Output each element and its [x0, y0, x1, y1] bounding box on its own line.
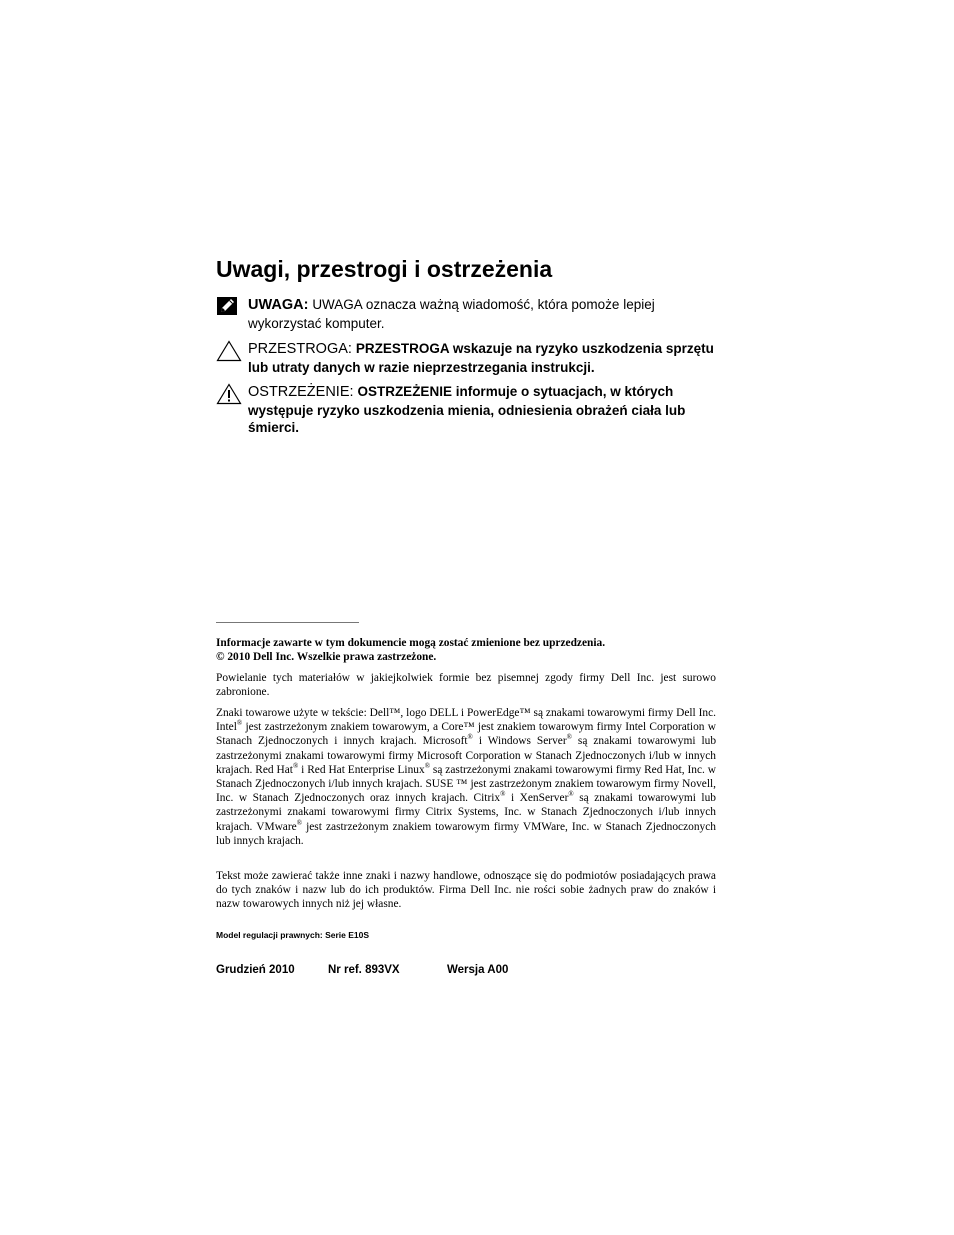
- trademarks-text-5: i Red Hat Enterprise Linux: [298, 763, 425, 776]
- regulatory-model: Model regulacji prawnych: Serie E10S: [216, 930, 370, 940]
- trademarks-text-8: są znakami towarowymi lub zastrzeżonymi znakami towarowymi firmy Citrix Systems, Inc. w Stanach Zjednoczonych i/lub innych krajach. VMware: [216, 792, 716, 833]
- warning-exclamation-icon: [216, 383, 240, 405]
- trademarks-text-4: są znakami towarowymi lub zastrzeżonymi znakami towarowymi firmy Microsoft Corporation w Stanach Zjednoczonych i/lub w innych krajach. Red Hat: [216, 735, 717, 776]
- note-label: UWAGA:: [248, 297, 309, 313]
- registered-mark: ®: [467, 733, 473, 742]
- footer-date: Grudzień 2010: [216, 964, 295, 976]
- legal-trademarks: [216, 706, 716, 848]
- caution-notice: [216, 340, 716, 376]
- other-trademarks-text: Tekst może zawierać także inne znaki i nazwy handlowe, odnoszące się do podmiotów posiadających prawa do tych znaków i nazw lub do ich produktów. Firma Dell Inc. nie rości sobie żadnych praw do znaków i nazw towarowych innych niż jej własne.: [216, 870, 716, 911]
- trademarks-text-2: jest zastrzeżonym znakiem towarowym, a Core™ jest znakiem towarowym firmy Intel Corporation w Stanach Zjednoczonych i innych krajach. Microsoft: [216, 721, 716, 748]
- caution-label: PRZESTROGA:: [248, 341, 352, 357]
- page-title: Uwagi, przestrogi i ostrzeżenia: [216, 256, 553, 282]
- legal-reproduction: [216, 671, 716, 699]
- legal-heading: [216, 636, 716, 664]
- reproduction-text: Powielanie tych materiałów w jakiejkolwiek formie bez pisemnej zgody firmy Dell Inc. jest surowo zabronione.: [216, 672, 716, 699]
- warning-notice: [216, 383, 716, 437]
- registered-mark: ®: [500, 790, 506, 799]
- footnote-divider: [216, 622, 359, 623]
- caution-text: PRZESTROGA wskazuje na ryzyko uszkodzenia sprzętu lub utraty danych w razie nieprzestrzegania instrukcji.: [248, 341, 714, 375]
- registered-mark: ®: [424, 762, 431, 771]
- note-pencil-icon: [216, 296, 240, 318]
- legal-other-trademarks: [216, 869, 716, 912]
- trademarks-text-1: Znaki towarowe użyte w tekście: Dell™, logo DELL i PowerEdge™ są znakami towarowymi firmy Dell Inc. Intel: [216, 707, 716, 734]
- registered-mark: ®: [566, 733, 572, 742]
- caution-triangle-icon: [216, 340, 240, 362]
- warning-label: OSTRZEŻENIE:: [248, 384, 354, 400]
- trademarks-text-7: i XenServer: [505, 792, 569, 805]
- registered-mark: ®: [292, 762, 299, 771]
- trademarks-text: [216, 706, 716, 848]
- registered-mark: ®: [296, 818, 303, 827]
- legal-heading-line-1: Informacje zawarte w tym dokumencie mogą zostać zmienione bez uprzedzenia.: [216, 637, 606, 649]
- registered-mark: ®: [236, 719, 243, 728]
- footer-part-number: Nr ref. 893VX: [328, 964, 400, 976]
- legal-heading-line-2: © 2010 Dell Inc. Wszelkie prawa zastrzeżone.: [216, 651, 437, 664]
- trademarks-text-3: i Windows Server: [472, 735, 567, 748]
- warning-text: OSTRZEŻENIE informuje o sytuacjach, w których występuje ryzyko uszkodzenia mienia, odniesienia obrażeń ciała lub śmierci.: [248, 384, 686, 435]
- registered-mark: ®: [568, 790, 574, 799]
- footer-revision: Wersja A00: [447, 964, 509, 976]
- trademarks-text-6: są zastrzeżonymi znakami towarowymi firmy Red Hat, Inc. w Stanach Zjednoczonych i/lub innych krajach. SUSE ™ jest zastrzeżonym znakiem towarowym firmy Novell, Inc. w Stanach Zjednoczonych oraz innych krajach. Citrix: [216, 763, 716, 805]
- note-text: UWAGA oznacza ważną wiadomość, która pomoże lepiej wykorzystać komputer.: [248, 297, 655, 331]
- note-notice: [216, 296, 716, 332]
- trademarks-text-9: jest zastrzeżonym znakiem towarowym firmy VMWare, Inc. w Stanach Zjednoczonych lub innych krajach.: [216, 820, 716, 847]
